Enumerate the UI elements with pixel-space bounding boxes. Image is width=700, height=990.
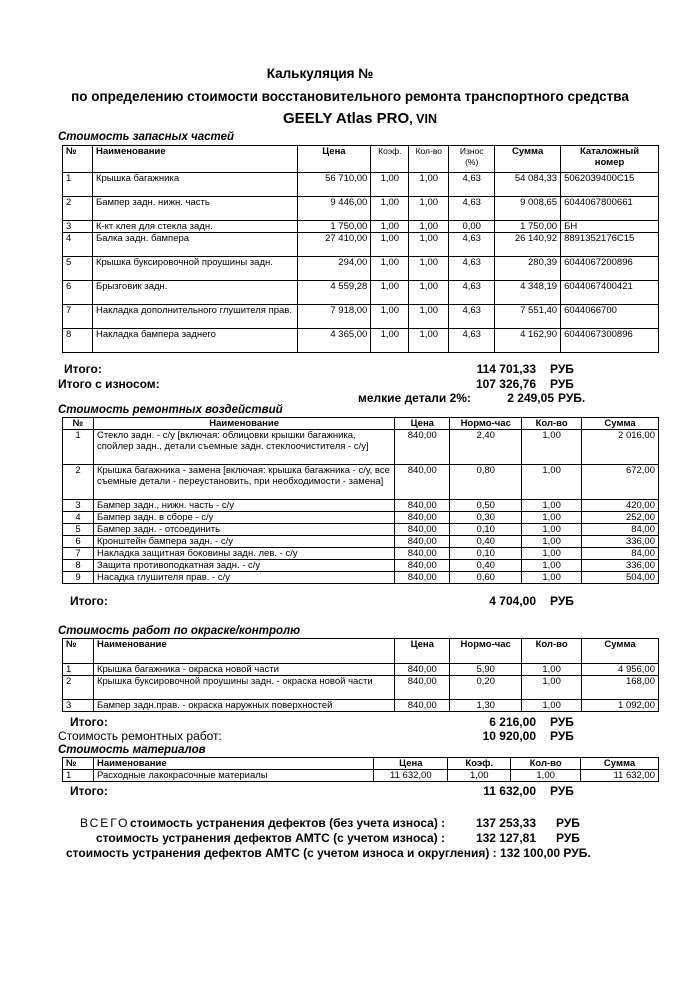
summary-line3-currency: РУБ. — [563, 846, 591, 860]
summary-line3-value: 132 100,00 — [500, 846, 561, 860]
row-number: 3 — [63, 700, 94, 712]
row-number: 5 — [63, 524, 94, 536]
paint-sum: 168,00 — [582, 676, 659, 700]
part-qty: 1,00 — [409, 173, 449, 197]
part-catalog-number: 6044067800661 — [561, 197, 659, 221]
repair-norm-hour: 0,60 — [450, 572, 522, 584]
summary-line1-currency: РУБ — [556, 816, 580, 830]
repair-norm-hour: 0,30 — [450, 512, 522, 524]
materials-total-label: Итого: — [70, 784, 108, 798]
paint-total-currency: РУБ — [550, 715, 574, 729]
row-number: 4 — [63, 512, 94, 524]
col-norm-hour: Нормо-час — [450, 639, 522, 664]
part-name: Балка задн. бампера — [92, 233, 297, 257]
parts-total-currency: РУБ — [550, 362, 574, 376]
part-coef: 1,00 — [371, 221, 409, 233]
table-row — [63, 700, 659, 712]
repair-sum: 504,00 — [582, 572, 659, 584]
part-sum: 1 750,00 — [495, 221, 561, 233]
paint-qty: 1,00 — [522, 700, 582, 712]
part-qty: 1,00 — [409, 221, 449, 233]
materials-total-value: 11 632,00 — [483, 784, 536, 798]
repair-sum: 336,00 — [582, 536, 659, 548]
repair-qty: 1,00 — [522, 572, 582, 584]
part-catalog-number: 5062039400C15 — [561, 173, 659, 197]
paint-sum: 4 956,00 — [582, 664, 659, 676]
part-price: 1 750,00 — [297, 221, 371, 233]
part-name: Крышка буксировочной проушины задн. — [92, 257, 297, 281]
col-price: Цена — [374, 758, 448, 770]
table-row — [63, 524, 659, 536]
material-price: 11 632,00 — [374, 770, 448, 782]
part-coef: 1,00 — [371, 257, 409, 281]
repairs-table — [62, 417, 659, 584]
parts-total-wear-label: Итого с износом: — [58, 377, 160, 391]
col-number: № — [63, 146, 93, 173]
row-number: 7 — [63, 548, 94, 560]
table-row — [63, 664, 659, 676]
repair-name: Стекло задн. - с/у [включая: облицовки крышки багажника, спойлер задн., детали съемные задн. стеклоочистителя - с/у] — [93, 430, 394, 465]
works-total-currency: РУБ — [550, 729, 574, 743]
table-row — [63, 305, 659, 329]
paint-qty: 1,00 — [522, 676, 582, 700]
part-price: 294,00 — [297, 257, 371, 281]
repair-name: Насадка глушителя прав. - с/у — [93, 572, 394, 584]
row-number: 3 — [63, 500, 94, 512]
material-coef: 1,00 — [448, 770, 511, 782]
col-sum: Сумма — [581, 758, 659, 770]
part-wear: 4,63 — [449, 305, 495, 329]
table-row — [63, 536, 659, 548]
col-price: Цена — [297, 146, 371, 173]
repair-norm-hour: 0,50 — [450, 500, 522, 512]
part-price: 4 365,00 — [297, 329, 371, 353]
summary-line3 — [66, 846, 591, 860]
col-number: № — [63, 758, 94, 770]
works-total-label: Стоимость ремонтных работ: — [58, 729, 222, 743]
col-sum: Сумма — [495, 146, 561, 173]
repair-qty: 1,00 — [522, 536, 582, 548]
summary-line2-label: стоимость устранения дефектов АМТС (с учетом износа) : — [96, 831, 445, 845]
part-name: Накладка дополнительного глушителя прав. — [92, 305, 297, 329]
repair-sum: 336,00 — [582, 560, 659, 572]
part-catalog-number: 6044067300896 — [561, 329, 659, 353]
part-coef: 1,00 — [371, 281, 409, 305]
paint-price: 840,00 — [395, 676, 450, 700]
table-row — [63, 197, 659, 221]
row-number: 5 — [63, 257, 93, 281]
paint-norm-hour: 0,20 — [450, 676, 522, 700]
table-row — [63, 221, 659, 233]
part-wear: 0,00 — [449, 221, 495, 233]
row-number: 1 — [63, 173, 93, 197]
part-qty: 1,00 — [409, 197, 449, 221]
paint-section-title: Стоимость работ по окраске/контролю — [58, 625, 301, 637]
col-qty: Кол-во — [511, 758, 581, 770]
parts-table — [62, 145, 659, 353]
repair-qty: 1,00 — [522, 560, 582, 572]
col-catalog: Каталожный номер — [561, 146, 659, 173]
row-number: 8 — [63, 560, 94, 572]
parts-total-wear-currency: РУБ — [550, 377, 574, 391]
part-coef: 1,00 — [371, 173, 409, 197]
part-sum: 54 084,33 — [495, 173, 561, 197]
table-row — [63, 281, 659, 305]
part-name: Накладка бампера заднего — [92, 329, 297, 353]
doc-title: Калькуляция № — [266, 66, 374, 81]
table-row — [63, 430, 659, 465]
paint-total-value: 6 216,00 — [489, 715, 536, 729]
material-name: Расходные лакокрасочные материалы — [93, 770, 373, 782]
col-number: № — [63, 418, 94, 430]
part-catalog-number: 6044066700 — [561, 305, 659, 329]
works-total-value: 10 920,00 — [482, 729, 536, 743]
repair-qty: 1,00 — [522, 524, 582, 536]
paint-norm-hour: 1,30 — [450, 700, 522, 712]
repair-norm-hour: 0,80 — [450, 465, 522, 500]
paint-table — [62, 638, 659, 712]
part-price: 56 710,00 — [297, 173, 371, 197]
paint-norm-hour: 5,90 — [450, 664, 522, 676]
small-parts-currency: РУБ. — [558, 391, 586, 405]
part-qty: 1,00 — [409, 305, 449, 329]
part-wear: 4,63 — [449, 329, 495, 353]
part-catalog-number: 8891352176C15 — [561, 233, 659, 257]
doc-subtitle: по определению стоимости восстановительного ремонта транспортного средства — [71, 89, 629, 104]
table-row — [63, 676, 659, 700]
part-price: 4 559,28 — [297, 281, 371, 305]
materials-total-currency: РУБ — [550, 784, 574, 798]
row-number: 1 — [63, 664, 94, 676]
part-catalog-number: БН — [561, 221, 659, 233]
part-name: Крышка багажника — [92, 173, 297, 197]
row-number: 2 — [63, 465, 94, 500]
vehicle-model: GEELY Atlas PRO — [283, 110, 410, 127]
parts-header-row — [63, 146, 659, 173]
row-number: 1 — [63, 770, 94, 782]
material-sum: 11 632,00 — [581, 770, 659, 782]
col-qty: Кол-во — [522, 418, 582, 430]
repair-name: Защита противоподкатная задн. - с/у — [93, 560, 394, 572]
part-coef: 1,00 — [371, 197, 409, 221]
part-price: 9 446,00 — [297, 197, 371, 221]
table-row — [63, 770, 659, 782]
repair-qty: 1,00 — [522, 512, 582, 524]
row-number: 9 — [63, 572, 94, 584]
repairs-total-value: 4 704,00 — [489, 594, 536, 608]
part-coef: 1,00 — [371, 233, 409, 257]
part-price: 7 918,00 — [297, 305, 371, 329]
parts-total-wear-value: 107 326,76 — [475, 377, 536, 391]
repair-sum: 2 016,00 — [582, 430, 659, 465]
part-qty: 1,00 — [409, 329, 449, 353]
repair-qty: 1,00 — [522, 548, 582, 560]
part-sum: 9 008,65 — [495, 197, 561, 221]
part-catalog-number: 6044067400421 — [561, 281, 659, 305]
repair-qty: 1,00 — [522, 500, 582, 512]
paint-sum: 1 092,00 — [582, 700, 659, 712]
table-row — [63, 329, 659, 353]
repair-norm-hour: 2,40 — [450, 430, 522, 465]
col-coef: Коэф. — [371, 146, 409, 173]
table-row — [63, 572, 659, 584]
col-sum: Сумма — [582, 639, 659, 664]
part-sum: 26 140,92 — [495, 233, 561, 257]
part-catalog-number: 6044067200896 — [561, 257, 659, 281]
col-name: Наименование — [93, 418, 394, 430]
part-name: К-кт клея для стекла задн. — [92, 221, 297, 233]
repair-price: 840,00 — [395, 500, 450, 512]
part-wear: 4,63 — [449, 197, 495, 221]
part-wear: 4,63 — [449, 173, 495, 197]
part-price: 27 410,00 — [297, 233, 371, 257]
part-name: Брызговик задн. — [92, 281, 297, 305]
materials-table — [62, 757, 659, 782]
summary-line1-label: стоимость устранения дефектов (без учета износа) : — [130, 816, 446, 830]
summary-line3-label: стоимость устранения дефектов АМТС (с учетом износа и округления) : — [66, 846, 497, 860]
part-coef: 1,00 — [371, 305, 409, 329]
col-coef: Коэф. — [448, 758, 511, 770]
repairs-header-row — [63, 418, 659, 430]
part-wear: 4,63 — [449, 257, 495, 281]
repair-sum: 252,00 — [582, 512, 659, 524]
part-name: Бампер задн. нижн. часть — [92, 197, 297, 221]
table-row — [63, 257, 659, 281]
summary-line2-currency: РУБ — [556, 831, 580, 845]
table-row — [63, 233, 659, 257]
col-price: Цена — [395, 639, 450, 664]
part-coef: 1,00 — [371, 329, 409, 353]
summary-line1-value: 137 253,33 — [475, 816, 536, 830]
repair-name: Крышка багажника - замена [включая: крышка багажника - с/у, все съемные детали - переустановить, при необходимости - замена] — [93, 465, 394, 500]
parts-section-title: Стоимость запасных частей — [58, 131, 235, 143]
row-number: 6 — [63, 536, 94, 548]
repair-price: 840,00 — [395, 512, 450, 524]
repair-price: 840,00 — [395, 430, 450, 465]
repairs-section-title: Стоимость ремонтных воздействий — [58, 404, 283, 416]
table-row — [63, 560, 659, 572]
repair-norm-hour: 0,40 — [450, 560, 522, 572]
part-qty: 1,00 — [409, 281, 449, 305]
repair-qty: 1,00 — [522, 430, 582, 465]
part-sum: 7 551,40 — [495, 305, 561, 329]
repair-norm-hour: 0,10 — [450, 548, 522, 560]
vsego-label: ВСЕГО — [80, 816, 130, 830]
col-qty: Кол-во — [522, 639, 582, 664]
repair-price: 840,00 — [395, 465, 450, 500]
paint-total-label: Итого: — [70, 715, 108, 729]
table-row — [63, 512, 659, 524]
repair-name: Кронштейн бампера задн. - с/у — [93, 536, 394, 548]
summary-line2-value: 132 127,81 — [475, 831, 536, 845]
part-qty: 1,00 — [409, 257, 449, 281]
paint-name: Крышка багажника - окраска новой части — [93, 664, 394, 676]
row-number: 3 — [63, 221, 93, 233]
col-norm-hour: Нормо-час — [450, 418, 522, 430]
repairs-total-label: Итого: — [70, 594, 108, 608]
row-number: 2 — [63, 197, 93, 221]
row-number: 7 — [63, 305, 93, 329]
row-number: 6 — [63, 281, 93, 305]
small-parts-value: 2 249,05 — [507, 391, 554, 405]
material-qty: 1,00 — [511, 770, 581, 782]
repair-name: Бампер задн. - отсоединить — [93, 524, 394, 536]
part-wear: 4,63 — [449, 233, 495, 257]
repair-name: Бампер задн. в сборе - с/у — [93, 512, 394, 524]
repair-price: 840,00 — [395, 524, 450, 536]
table-row — [63, 548, 659, 560]
vehicle-line — [0, 110, 700, 127]
repair-sum: 672,00 — [582, 465, 659, 500]
paint-name: Бампер задн.прав. - окраска наружных поверхностей — [93, 700, 394, 712]
col-name: Наименование — [92, 146, 297, 173]
repair-name: Накладка защитная боковины задн. лев. - с/у — [93, 548, 394, 560]
repair-price: 840,00 — [395, 536, 450, 548]
col-qty: Кол-во — [409, 146, 449, 173]
col-number: № — [63, 639, 94, 664]
table-row — [63, 465, 659, 500]
part-sum: 280,39 — [495, 257, 561, 281]
table-row — [63, 173, 659, 197]
repair-price: 840,00 — [395, 560, 450, 572]
vin-label: , VIN — [409, 112, 437, 126]
col-price: Цена — [395, 418, 450, 430]
col-wear: Износ (%) — [449, 146, 495, 173]
part-sum: 4 348,19 — [495, 281, 561, 305]
repair-sum: 84,00 — [582, 548, 659, 560]
parts-total-label: Итого: — [64, 362, 102, 376]
row-number: 2 — [63, 676, 94, 700]
repair-name: Бампер задн., нижн. часть - с/у — [93, 500, 394, 512]
materials-section-title: Стоимость материалов — [58, 744, 206, 756]
paint-qty: 1,00 — [522, 664, 582, 676]
paint-price: 840,00 — [395, 700, 450, 712]
row-number: 8 — [63, 329, 93, 353]
repair-norm-hour: 0,40 — [450, 536, 522, 548]
part-sum: 4 162,90 — [495, 329, 561, 353]
col-sum: Сумма — [582, 418, 659, 430]
repair-sum: 420,00 — [582, 500, 659, 512]
row-number: 1 — [63, 430, 94, 465]
repairs-total-currency: РУБ — [550, 594, 574, 608]
part-wear: 4,63 — [449, 281, 495, 305]
repair-price: 840,00 — [395, 572, 450, 584]
col-name: Наименование — [93, 639, 394, 664]
materials-header-row — [63, 758, 659, 770]
row-number: 4 — [63, 233, 93, 257]
paint-price: 840,00 — [395, 664, 450, 676]
repair-price: 840,00 — [395, 548, 450, 560]
repair-sum: 84,00 — [582, 524, 659, 536]
paint-header-row — [63, 639, 659, 664]
paint-name: Крышка буксировочной проушины задн. - окраска новой части — [93, 676, 394, 700]
repair-qty: 1,00 — [522, 465, 582, 500]
col-name: Наименование — [93, 758, 373, 770]
table-row — [63, 500, 659, 512]
small-parts-label: мелкие детали 2%: — [358, 391, 471, 405]
part-qty: 1,00 — [409, 233, 449, 257]
parts-total-value: 114 701,33 — [476, 362, 536, 376]
repair-norm-hour: 0,10 — [450, 524, 522, 536]
